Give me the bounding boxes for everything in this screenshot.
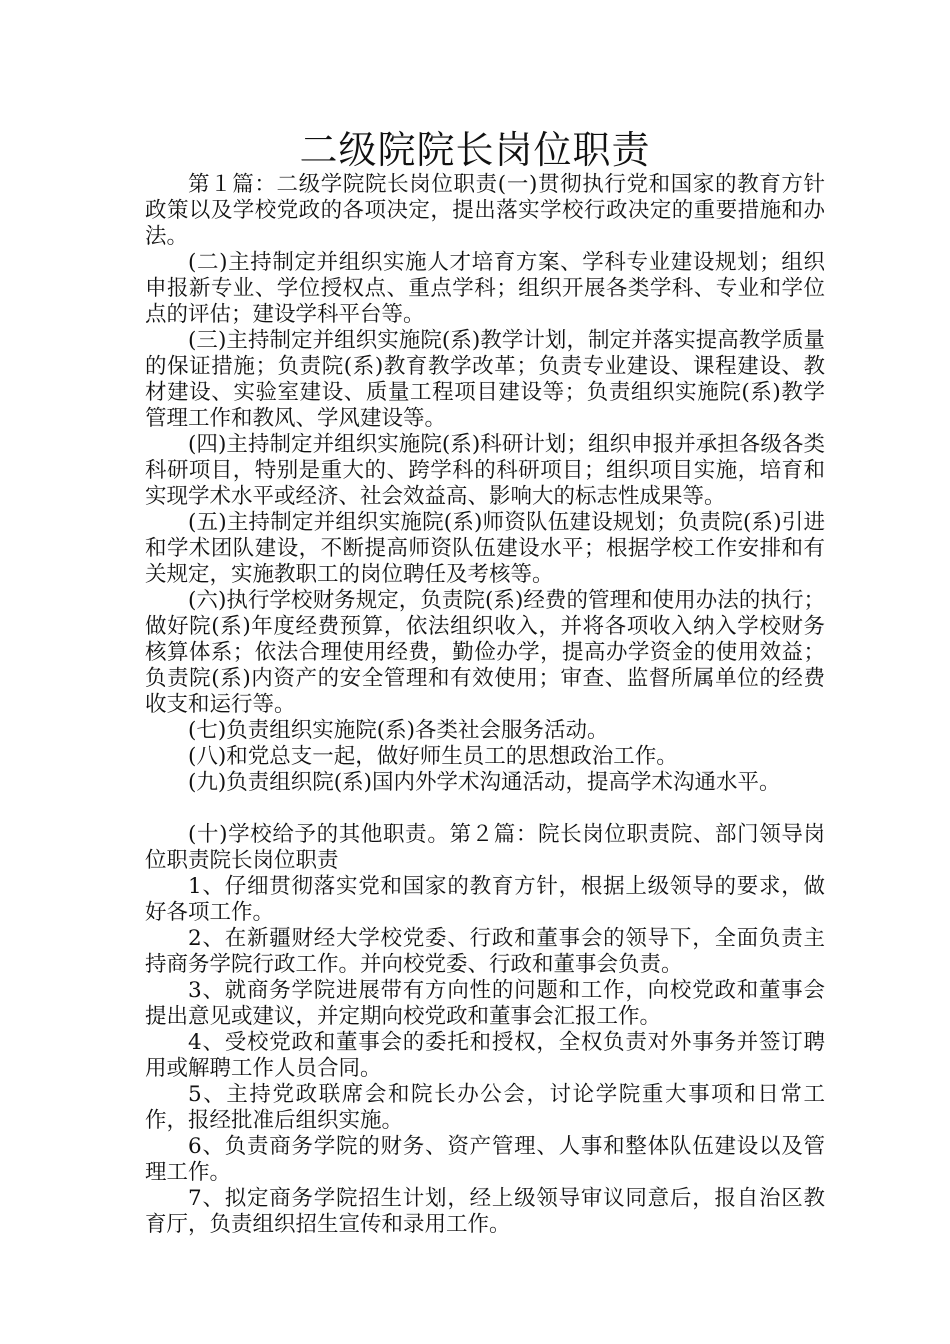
paragraph-16: 6、负责商务学院的财务、资产管理、人事和整体队伍建设以及管理工作。 xyxy=(145,1134,825,1185)
paragraph-13: 3、就商务学院进展带有方向性的问题和工作，向校党政和董事会提出意见或建议，并定期向校党政和董事会汇报工作。 xyxy=(145,978,825,1029)
paragraph-4: (四)主持制定并组织实施院(系)科研计划；组织申报并承担各级各类科研项目，特别是重大的、跨学科的科研项目；组织项目实施，培育和实现学术水平或经济、社会效益高、影响大的标志性成果等。 xyxy=(145,432,825,509)
paragraph-6: (六)执行学校财务规定，负责院(系)经费的管理和使用办法的执行；做好院(系)年度经费预算，依法组织收入，并将各项收入纳入学校财务核算体系；依法合理使用经费，勤俭办学，提高办学资金的使用效益；负责院(系)内资产的安全管理和有效使用；审查、监督所属单位的经费收支和运行等。 xyxy=(145,588,825,717)
paragraph-8: (八)和党总支一起，做好师生员工的思想政治工作。 xyxy=(188,744,678,769)
paragraph-2: (二)主持制定并组织实施人才培育方案、学科专业建设规划；组织申报新专业、学位授权点、重点学科；组织开展各类学科、专业和学位点的评估；建设学科平台等。 xyxy=(145,250,825,327)
blank-line xyxy=(145,796,825,822)
paragraph-7: (七)负责组织实施院(系)各类社会服务活动。 xyxy=(188,718,609,743)
paragraph-12: 2、在新疆财经大学校党委、行政和董事会的领导下，全面负责主持商务学院行政工作。并向校党委、行政和董事会负责。 xyxy=(145,926,825,977)
paragraph-14: 4、受校党政和董事会的委托和授权，全权负责对外事务并签订聘用或解聘工作人员合同。 xyxy=(145,1030,825,1081)
document-body xyxy=(145,172,825,1238)
paragraph-5: (五)主持制定并组织实施院(系)师资队伍建设规划；负责院(系)引进和学术团队建设，不断提高师资队伍建设水平；根据学校工作安排和有关规定，实施教职工的岗位聘任及考核等。 xyxy=(145,510,825,587)
paragraph-9: (九)负责组织院(系)国内外学术沟通活动，提高学术沟通水平。 xyxy=(188,770,781,795)
paragraph-1: 第１篇：二级学院院长岗位职责(一)贯彻执行党和国家的教育方针政策以及学校党政的各项决定，提出落实学校行政决定的重要措施和办法。 xyxy=(145,172,825,249)
paragraph-15: 5、主持党政联席会和院长办公会，讨论学院重大事项和日常工作，报经批准后组织实施。 xyxy=(145,1082,825,1133)
paragraph-3: (三)主持制定并组织实施院(系)教学计划，制定并落实提高教学质量的保证措施；负责院(系)教育教学改革；负责专业建设、课程建设、教材建设、实验室建设、质量工程项目建设等；负责组织实施院(系)教学管理工作和教风、学风建设等。 xyxy=(145,328,825,431)
paragraph-17: 7、拟定商务学院招生计划，经上级领导审议同意后，报自治区教育厅，负责组织招生宣传和录用工作。 xyxy=(145,1186,825,1237)
paragraph-11: 1、仔细贯彻落实党和国家的教育方针，根据上级领导的要求，做好各项工作。 xyxy=(145,874,825,925)
paragraph-10: (十)学校给予的其他职责。第２篇：院长岗位职责院、部门领导岗位职责院长岗位职责 xyxy=(145,822,825,873)
document-title: 二级院院长岗位职责 xyxy=(299,128,651,172)
